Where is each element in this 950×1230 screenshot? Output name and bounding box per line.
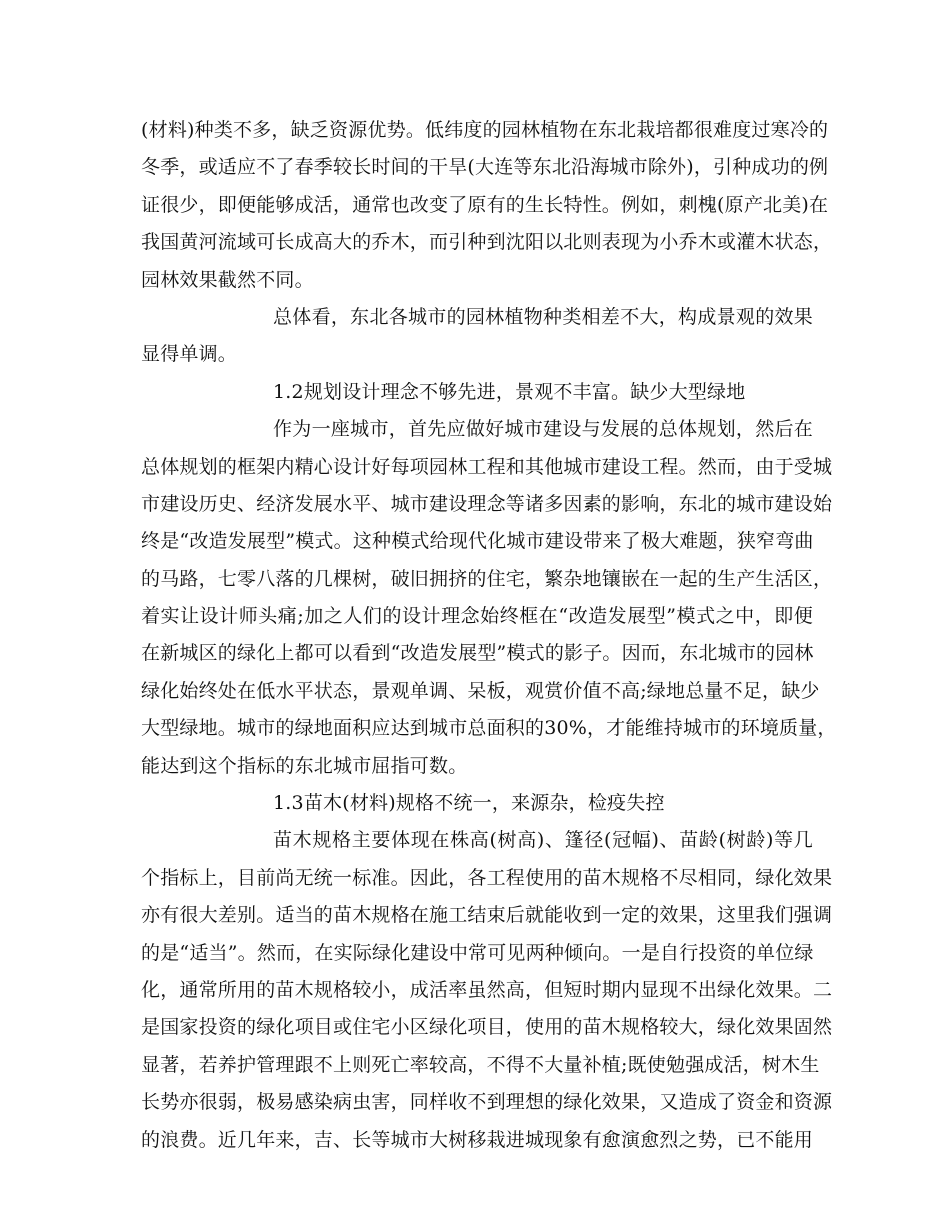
text-line: 市建设历史、经济发展水平、城市建设理念等诸多因素的影响，东北的城市建设始 <box>141 492 833 515</box>
text-line: 个指标上，目前尚无统一标准。因此，各工程使用的苗木规格不尽相同，绿化效果 <box>141 866 833 889</box>
text-line: 显著，若养护管理跟不上则死亡率较高，不得不大量补植;既使勉强成活，树木生 <box>141 1053 820 1076</box>
text-line: 冬季，或适应不了春季较长时间的干旱(大连等东北沿海城市除外)，引种成功的例 <box>141 156 829 179</box>
text-line: 证很少，即便能够成活，通常也改变了原有的生长特性。例如，刺槐(原产北美)在 <box>141 193 829 216</box>
text-line: 长势亦很弱，极易感染病虫害，同样收不到理想的绿化效果，又造成了资金和资源 <box>141 1091 833 1114</box>
paragraph-first-line: 苗木规格主要体现在株高(树高)、篷径(冠幅)、苗龄(树龄)等几 <box>273 829 813 852</box>
text-line: 在新城区的绿化上都可以看到“改造发展型”模式的影子。因而，东北城市的园林 <box>141 642 814 665</box>
text-line: 能达到这个指标的东北城市屈指可数。 <box>141 754 468 777</box>
text-line: 大型绿地。城市的绿地面积应达到城市总面积的30%，才能维持城市的环境质量， <box>141 717 837 740</box>
text-line: 我国黄河流域可长成高大的乔木，而引种到沈阳以北则表现为小乔木或灌木状态， <box>141 231 833 254</box>
text-line: 化，通常所用的苗木规格较小，成活率虽然高，但短时期内显现不出绿化效果。二 <box>141 978 833 1001</box>
text-line: 园林效果截然不同。 <box>141 268 314 291</box>
text-line: 的马路，七零八落的几棵树，破旧拥挤的住宅，繁杂地镶嵌在一起的生产生活区， <box>141 567 833 590</box>
text-line: 显得单调。 <box>141 343 238 366</box>
text-line: (材料)种类不多，缺乏资源优势。低纬度的园林植物在东北栽培都很难度过寒冷的 <box>141 119 829 141</box>
document-page <box>141 112 837 1159</box>
text-line: 的是“适当”。然而，在实际绿化建设中常可见两种倾向。一是自行投资的单位绿 <box>141 941 814 964</box>
section-heading-1-2: 1.2规划设计理念不够先进，景观不丰富。缺少大型绿地 <box>273 380 746 403</box>
text-line: 总体规划的框架内精心设计好每项园林工程和其他城市建设工程。然而，由于受城 <box>141 455 833 478</box>
text-line: 是国家投资的绿化项目或住宅小区绿化项目，使用的苗木规格较大，绿化效果固然 <box>141 1016 833 1039</box>
text-line: 亦有很大差别。适当的苗木规格在施工结束后就能收到一定的效果，这里我们强调 <box>141 904 833 927</box>
text-line: 终是“改造发展型”模式。这种模式给现代化城市建设带来了极大难题，狭窄弯曲 <box>141 530 814 553</box>
text-line: 的浪费。近几年来，吉、长等城市大树移栽进城现象有愈演愈烈之势，已不能用 <box>141 1128 814 1151</box>
paragraph-first-line: 总体看，东北各城市的园林植物种类相差不大，构成景观的效果 <box>273 305 813 328</box>
section-heading-1-3: 1.3苗木(材料)规格不统一，来源杂，检疫失控 <box>273 792 665 815</box>
text-line: 着实让设计师头痛;加之人们的设计理念始终框在“改造发展型”模式之中，即便 <box>141 605 813 628</box>
text-line: 绿化始终处在低水平状态，景观单调、呆板，观赏价值不高;绿地总量不足，缺少 <box>141 679 820 702</box>
paragraph-first-line: 作为一座城市，首先应做好城市建设与发展的总体规划，然后在 <box>273 418 813 441</box>
